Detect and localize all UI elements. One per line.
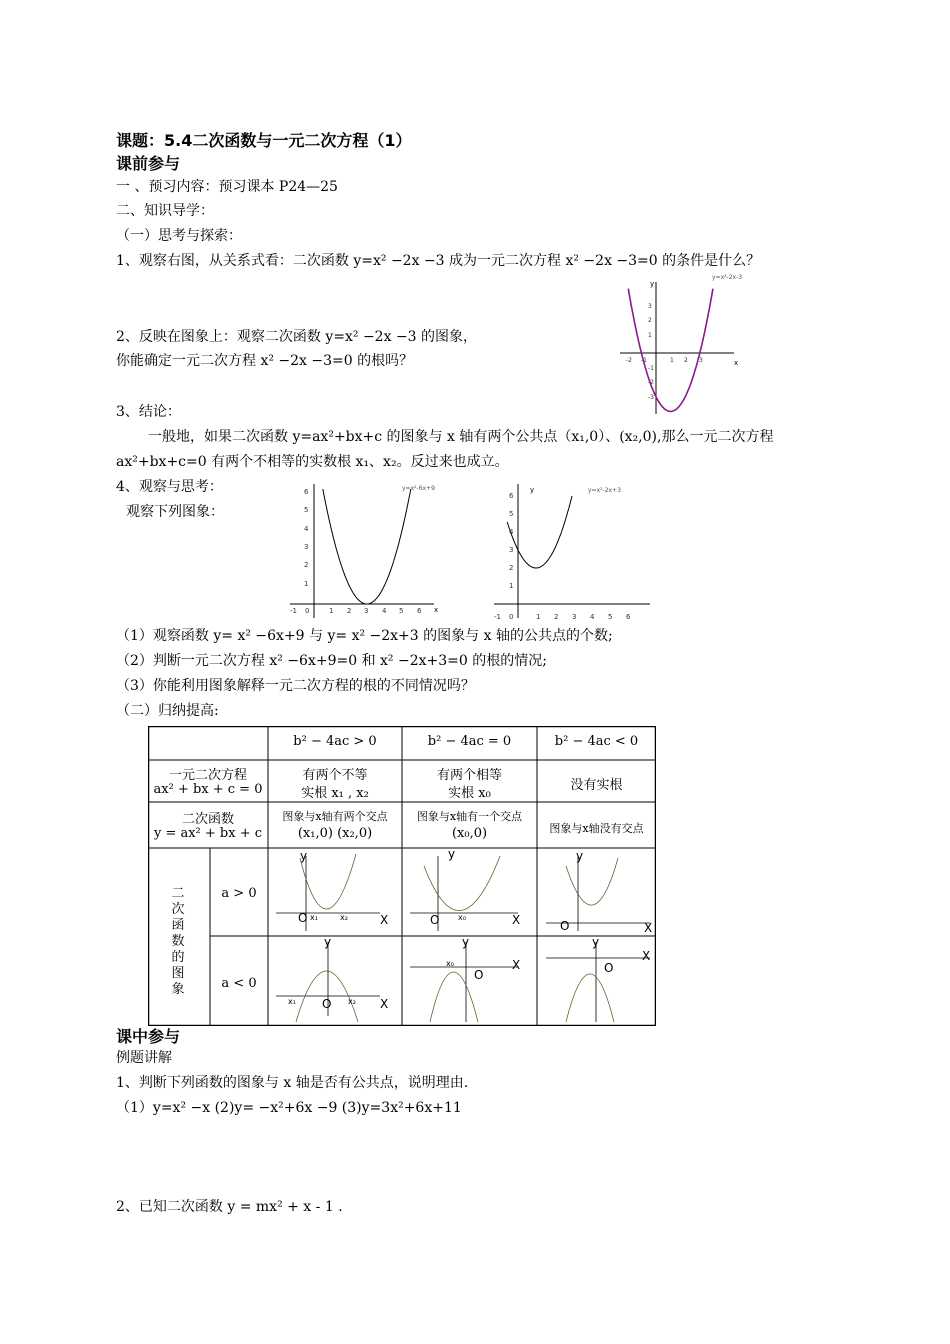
summary-table: y O X x₁ x₂ y O X x₀ y O X y O X x₁ x₂ y O X x₀ y O X b² − 4ac > 0 b² − 4ac = 0 b² − 4ac < 0 一元二次方程 ax² + bx + c = 0 有两个不等 实根 x₁ , x₂ 有两个相等 实根 x₀ 没有实根 二次函数 y = ax² + bx + c 图象与x轴有两个交点 (x₁,0) (x₂,0) 图象与x轴有一个交点 (x₀,0) 图象与x轴没有交点 二次函数的图象 a > 0 a < 0 — [148, 726, 656, 1026]
svg-text:3: 3 — [648, 303, 652, 310]
svg-text:2: 2 — [304, 561, 309, 569]
svg-text:3: 3 — [699, 357, 703, 364]
svg-text:5: 5 — [608, 613, 613, 621]
svg-text:x₁: x₁ — [288, 997, 296, 1006]
parabola-curve — [628, 289, 713, 412]
svg-text:y: y — [530, 486, 535, 494]
sub-question-3: （3）你能利用图象解释一元二次方程的根的不同情况吗？ — [116, 678, 475, 694]
label-a-negative: a < 0 — [221, 976, 257, 991]
svg-text:O: O — [474, 968, 484, 982]
svg-text:-2: -2 — [626, 357, 632, 364]
example-1-items: （1）y=x² −x (2)y= −x²+6x −9 (3)y=3x²+6x+11 — [116, 1100, 462, 1116]
svg-text:-1: -1 — [290, 607, 297, 615]
label-a-positive: a > 0 — [221, 886, 257, 901]
row-equation-label-b: ax² + bx + c = 0 — [153, 782, 263, 797]
svg-text:y: y — [576, 849, 584, 863]
graph-parabola-1 — [612, 272, 748, 422]
svg-text:x₁: x₁ — [310, 913, 318, 922]
svg-text:2: 2 — [684, 357, 688, 364]
svg-text:4: 4 — [382, 607, 387, 615]
header-discriminant-zero: b² − 4ac = 0 — [427, 734, 512, 749]
conclusion-heading: 3、结论： — [116, 404, 181, 420]
graph-3-label: y=x²-2x+3 — [588, 487, 621, 494]
svg-text:4: 4 — [304, 525, 309, 533]
svg-text:0: 0 — [509, 613, 514, 621]
svg-text:6: 6 — [626, 613, 631, 621]
svg-text:-1: -1 — [494, 613, 501, 621]
svg-text:1: 1 — [536, 613, 541, 621]
svg-text:X: X — [380, 997, 389, 1011]
svg-text:x₀: x₀ — [446, 959, 454, 968]
graph-1-x: x — [734, 359, 739, 367]
conclusion-text-2: ax²+bx+c=0 有两个不相等的实数根 x₁、x₂。反过来也成立。 — [116, 454, 509, 470]
question-1: 1、观察右图，从关系式看：二次函数 y=x² −2x −3 成为一元二次方程 x² −2x −3=0 的条件是什么？ — [116, 253, 761, 269]
header-discriminant-positive: b² − 4ac > 0 — [293, 734, 377, 749]
observe-think: 4、观察与思考： — [116, 479, 223, 495]
svg-text:1: 1 — [648, 332, 652, 339]
svg-text:y: y — [324, 935, 332, 949]
svg-text:1: 1 — [509, 582, 514, 590]
svg-text:3: 3 — [304, 543, 309, 551]
svg-text:1: 1 — [329, 607, 334, 615]
svg-text:3: 3 — [509, 546, 514, 554]
svg-text:x₂: x₂ — [340, 913, 348, 922]
example-2: 2、已知二次函数 y = mx² + x - 1 . — [116, 1199, 343, 1215]
conclusion-text-1: 一般地，如果二次函数 y=ax²+bx+c 的图象与 x 轴有两个公共点（x₁,0）、(x₂,0),那么一元二次方程 — [148, 429, 774, 445]
svg-text:5: 5 — [399, 607, 404, 615]
svg-text:3: 3 — [572, 613, 577, 621]
svg-text:5: 5 — [509, 510, 514, 518]
svg-text:2: 2 — [554, 613, 559, 621]
svg-text:O: O — [430, 913, 440, 927]
svg-text:O: O — [560, 919, 570, 933]
svg-text:4: 4 — [509, 528, 514, 536]
preview-content: 一 、预习内容：预习课本 P24—25 — [116, 179, 338, 195]
row-function-label-b: y = ax² + bx + c — [153, 826, 263, 841]
svg-text:6: 6 — [417, 607, 422, 615]
svg-text:-1: -1 — [648, 365, 654, 372]
svg-text:-3: -3 — [648, 394, 654, 401]
svg-text:1: 1 — [304, 580, 309, 588]
graph-1-label: y=x²-2x-3 — [712, 274, 743, 281]
svg-text:3: 3 — [364, 607, 369, 615]
svg-text:O: O — [298, 911, 308, 925]
graph-1-y: y — [650, 280, 655, 288]
svg-text:0: 0 — [305, 607, 310, 615]
summarize-heading: （二）归纳提高: — [116, 703, 219, 719]
svg-text:2: 2 — [648, 317, 652, 324]
row-function-label-a: 二次函数 — [181, 812, 234, 827]
observe-graphs: 观察下列图象： — [126, 504, 224, 520]
page-title: 课题：5.4二次函数与一元二次方程（1） — [116, 131, 412, 150]
svg-text:6: 6 — [304, 488, 309, 496]
svg-text:6: 6 — [509, 492, 514, 500]
svg-text:O: O — [322, 997, 332, 1011]
section-pre-class: 课前参与 — [116, 154, 181, 173]
svg-text:2: 2 — [509, 564, 514, 572]
graph-parabola-2 — [284, 480, 444, 622]
graph-parabola-3 — [490, 480, 655, 622]
svg-text:x₀: x₀ — [458, 913, 466, 922]
svg-text:y: y — [300, 849, 308, 863]
side-label-graphs: 二次函数的图象 — [171, 886, 185, 997]
svg-text:-1: -1 — [641, 357, 647, 364]
example-heading: 例题讲解 — [116, 1050, 172, 1066]
row-equation-label-a: 一元二次方程 — [168, 768, 247, 783]
svg-text:X: X — [512, 913, 521, 927]
svg-text:-2: -2 — [648, 379, 654, 386]
svg-text:1: 1 — [670, 357, 674, 364]
svg-text:5: 5 — [304, 506, 309, 514]
svg-text:X: X — [642, 949, 651, 963]
graph-2-label: y=x²-6x+9 — [402, 485, 435, 492]
svg-text:4: 4 — [590, 613, 595, 621]
think-explore: （一）思考与探索： — [116, 228, 242, 244]
header-discriminant-negative: b² − 4ac < 0 — [554, 734, 639, 749]
sub-question-2: （2）判断一元二次方程 x² −6x+9=0 和 x² −2x+3=0 的根的情况; — [116, 653, 547, 669]
example-1: 1、判断下列函数的图象与 x 轴是否有公共点，说明理由. — [116, 1075, 469, 1091]
question-2-b: 你能确定一元二次方程 x² −2x −3=0 的根吗？ — [116, 353, 414, 369]
svg-text:y: y — [462, 935, 470, 949]
sub-question-1: （1）观察函数 y= x² −6x+9 与 y= x² −2x+3 的图象与 x 轴的公共点的个数; — [116, 628, 613, 644]
svg-text:O: O — [604, 961, 614, 975]
svg-text:y: y — [448, 847, 456, 861]
svg-text:X: X — [380, 913, 389, 927]
svg-text:x: x — [434, 606, 439, 614]
question-2-a: 2、反映在图象上：观察二次函数 y=x² −2x −3 的图象， — [116, 329, 478, 345]
section-in-class: 课中参与 — [116, 1027, 181, 1046]
svg-text:y: y — [592, 935, 600, 949]
svg-text:X: X — [512, 958, 521, 972]
svg-text:x₂: x₂ — [348, 997, 356, 1006]
svg-text:2: 2 — [347, 607, 352, 615]
knowledge-guide: 二、知识导学： — [116, 203, 214, 219]
svg-text:X: X — [644, 921, 653, 935]
